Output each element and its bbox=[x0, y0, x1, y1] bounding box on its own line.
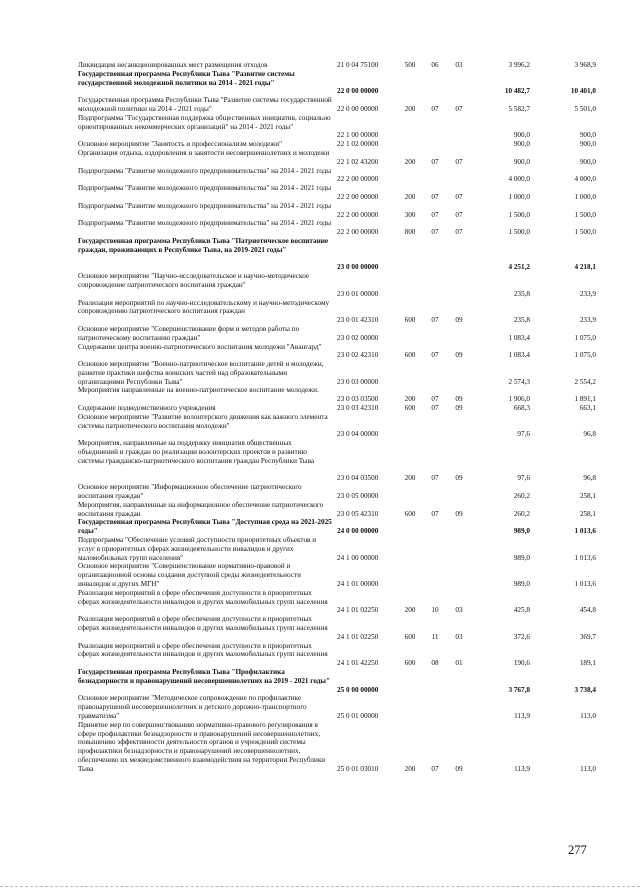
target-article-code: 24 1 01 02250 bbox=[337, 606, 379, 615]
expense-type-code: 600 bbox=[404, 316, 416, 325]
section-code: 07 bbox=[431, 104, 439, 113]
amount-2021: 1 083,4 bbox=[508, 351, 530, 360]
row-name: Ликвидация несанкционированных мест размещения отходов bbox=[78, 61, 268, 69]
subsection-code: 07 bbox=[455, 210, 463, 219]
target-article-code: 22 2 00 00000 bbox=[337, 192, 379, 201]
row-name: Государственная программа Республики Тыва "Доступная среда на 2021-2025 годы" bbox=[78, 518, 332, 536]
expense-type-code: 200 bbox=[404, 395, 416, 404]
subsection-code: 03 bbox=[455, 632, 463, 641]
section-code: 11 bbox=[431, 632, 439, 641]
section-code: 06 bbox=[431, 61, 439, 69]
target-article-code: 23 0 02 00000 bbox=[337, 333, 379, 342]
amount-2021: 113,9 bbox=[514, 764, 530, 773]
amount-2021: 260,2 bbox=[513, 509, 530, 518]
amount-2022: 5 501,0 bbox=[574, 104, 596, 113]
expense-type-code: 200 bbox=[404, 606, 416, 615]
target-article-code: 23 0 02 42310 bbox=[337, 351, 379, 360]
row-name: Подпрограмма "Развитие молодежного предпринимательства" на 2014 - 2021 годы bbox=[78, 166, 332, 175]
row-name: Подпрограмма "Государственная поддержка общественных инициатив, социально ориентированных некоммерческих организаций" на 2014 - 2021 годы" bbox=[78, 113, 331, 131]
subsection-code: 07 bbox=[455, 228, 463, 237]
amount-2021: 190,6 bbox=[513, 659, 530, 668]
target-article-code: 24 1 00 00000 bbox=[337, 553, 379, 562]
row-name: Содержание центра военно-патриотического воспитания молодежи "Авангард" bbox=[78, 342, 322, 351]
amount-2022: 1 013,6 bbox=[574, 527, 596, 536]
target-article-code: 24 0 00 00000 bbox=[337, 527, 379, 536]
amount-2021: 989,0 bbox=[513, 527, 530, 536]
row-name: Основное мероприятие "Развитие волонтерского движения как важного элемента системы патриотического воспитания молодежи" bbox=[78, 412, 328, 430]
target-article-code: 23 0 01 42310 bbox=[337, 316, 379, 325]
row-name: Мероприятия, направленные на поддержку инициатив общественных объединений и граждан по реализации волонтерских проектов и развитию системы гражданско-патриотического воспитания граждан Республики Тыва bbox=[78, 439, 315, 465]
table-row bbox=[0, 694, 640, 720]
amount-2021: 235,8 bbox=[513, 289, 530, 298]
expense-type-code: 800 bbox=[404, 228, 416, 237]
amount-2022: 258,1 bbox=[579, 492, 596, 501]
table-row bbox=[0, 721, 640, 774]
table-row bbox=[0, 114, 640, 140]
amount-2021: 989,0 bbox=[513, 580, 530, 589]
row-name: Содержание подведомственного учреждения bbox=[78, 404, 216, 413]
table-row bbox=[0, 386, 640, 404]
amount-2022: 113,0 bbox=[580, 711, 596, 720]
expense-type-code: 600 bbox=[404, 659, 416, 668]
table-row bbox=[0, 518, 640, 536]
target-article-code: 23 0 04 03500 bbox=[337, 474, 379, 483]
section-code: 10 bbox=[431, 606, 439, 615]
target-article-code: 23 0 05 42310 bbox=[337, 509, 379, 518]
amount-2021: 1 083,4 bbox=[508, 333, 530, 342]
row-name: Реализация мероприятий в сфере обеспечения доступности в приоритетных сферах жизнедеятельности инвалидов и других маломобильных групп населения bbox=[78, 615, 328, 633]
amount-2021: 2 574,3 bbox=[508, 377, 530, 386]
amount-2021: 900,0 bbox=[513, 131, 530, 140]
table-row bbox=[0, 668, 640, 694]
expense-type-code: 600 bbox=[404, 404, 416, 413]
table-row bbox=[0, 184, 640, 202]
target-article-code: 25 0 00 00000 bbox=[337, 685, 379, 694]
subsection-code: 09 bbox=[455, 474, 463, 483]
row-name: Основное мероприятие "Совершенствование нормативно-правовой и организационной основы создания доступной среды жизнедеятельности инвалидов и других МГН" bbox=[78, 562, 301, 589]
subsection-code: 01 bbox=[455, 659, 463, 668]
amount-2022: 1 075,0 bbox=[574, 333, 596, 342]
row-name: Реализация мероприятий в сфере обеспечения доступности в приоритетных сферах жизнедеятельности инвалидов и других маломобильных групп населения bbox=[78, 641, 328, 659]
amount-2021: 668,3 bbox=[513, 404, 530, 413]
amount-2021: 900,0 bbox=[513, 157, 530, 166]
section-code: 07 bbox=[431, 474, 439, 483]
table-row bbox=[0, 299, 640, 325]
row-name: Основное мероприятие "Информационное обеспечение патриотического воспитания граждан" bbox=[78, 483, 302, 501]
subsection-code: 09 bbox=[455, 316, 463, 325]
table-row bbox=[0, 413, 640, 439]
target-article-code: 22 1 02 43200 bbox=[337, 157, 379, 166]
amount-2022: 900,0 bbox=[579, 131, 596, 140]
amount-2022: 3 738,4 bbox=[574, 685, 596, 694]
row-name: Государственная программа Республики Тыва "Профилактика безнадзорности и правонарушений несовершеннолетних на 2019 - 2021 годы" bbox=[78, 668, 331, 685]
target-article-code: 23 0 03 03500 bbox=[337, 395, 379, 404]
table-row bbox=[0, 167, 640, 185]
amount-2022: 96,8 bbox=[583, 430, 596, 439]
expense-type-code: 200 bbox=[404, 764, 416, 773]
target-article-code: 24 1 01 00000 bbox=[337, 580, 379, 589]
target-article-code: 23 0 00 00000 bbox=[337, 263, 379, 272]
row-name: Основное мероприятие "Занятость и профессионализм молодежи" bbox=[78, 140, 283, 149]
amount-2021: 1 500,0 bbox=[508, 228, 530, 237]
target-article-code: 23 0 03 42310 bbox=[337, 404, 379, 413]
row-name: Подпрограмма "Развитие молодежного предпринимательства" на 2014 - 2021 годы bbox=[78, 201, 332, 210]
table-row bbox=[0, 536, 640, 562]
subsection-code: 03 bbox=[455, 606, 463, 615]
amount-2021: 10 482,7 bbox=[504, 87, 530, 96]
amount-2022: 900,0 bbox=[579, 140, 596, 149]
subsection-code: 07 bbox=[455, 104, 463, 113]
row-name: Подпрограмма "Обеспечение условий доступности приоритетных объектов и услуг в приоритетных сферах жизнедеятельности инвалидов и других маломобильных групп населения" bbox=[78, 536, 317, 562]
amount-2022: 454,8 bbox=[579, 606, 596, 615]
amount-2021: 97,6 bbox=[517, 474, 530, 483]
amount-2022: 1 000,0 bbox=[574, 192, 596, 201]
table-row bbox=[0, 343, 640, 361]
row-name: Государственная программа Республики Тыва "Патриотическое воспитание граждан, проживающих в Республике Тыва, на 2019-2021 годы" bbox=[78, 236, 329, 254]
section-code: 07 bbox=[431, 395, 439, 404]
amount-2022: 1 891,1 bbox=[574, 395, 596, 404]
amount-2021: 1 500,0 bbox=[508, 210, 530, 219]
target-article-code: 22 2 00 00000 bbox=[337, 175, 379, 184]
target-article-code: 23 0 05 00000 bbox=[337, 492, 379, 501]
target-article-code: 21 0 04 75100 bbox=[337, 61, 379, 69]
table-row bbox=[0, 237, 640, 272]
amount-2022: 900,0 bbox=[579, 157, 596, 166]
target-article-code: 24 1 01 02250 bbox=[337, 632, 379, 641]
table-row bbox=[0, 404, 640, 413]
target-article-code: 23 0 01 00000 bbox=[337, 289, 379, 298]
row-name: Реализация мероприятий по научно-исследовательскому и научно-методическому сопровождению патриотического воспитания граждан bbox=[78, 298, 330, 316]
amount-2021: 5 582,7 bbox=[508, 104, 530, 113]
target-article-code: 22 2 00 00000 bbox=[337, 228, 379, 237]
subsection-code: 07 bbox=[455, 157, 463, 166]
target-article-code: 22 0 00 00000 bbox=[337, 104, 379, 113]
section-code: 07 bbox=[431, 351, 439, 360]
amount-2021: 989,0 bbox=[513, 553, 530, 562]
table-row bbox=[0, 96, 640, 114]
subsection-code: 09 bbox=[455, 404, 463, 413]
row-name: Основное мероприятие "Военно-патриотическое воспитание детей и молодежи, развитие практики шефства воинских частей над образовательными организациями Республики Тыва" bbox=[78, 360, 324, 386]
table-row bbox=[0, 439, 640, 483]
table-row bbox=[0, 360, 640, 386]
expense-type-code: 200 bbox=[404, 192, 416, 201]
target-article-code: 22 2 00 00000 bbox=[337, 210, 379, 219]
target-article-code: 25 0 01 03010 bbox=[337, 764, 379, 773]
table-row bbox=[0, 562, 640, 588]
row-name: Основное мероприятие "Научно-исследовательское и научно-методическое сопровождение патриотического воспитания граждан" bbox=[78, 272, 310, 289]
section-code: 07 bbox=[431, 228, 439, 237]
amount-2022: 1 013,6 bbox=[574, 580, 596, 589]
table-row bbox=[0, 149, 640, 167]
expense-type-code: 200 bbox=[404, 104, 416, 113]
subsection-code: 09 bbox=[455, 764, 463, 773]
row-name: Государственная программа Республики Тыва "Развитие системы государственной молодежной политики на 2014 - 2021 годы" bbox=[78, 96, 332, 113]
table-row bbox=[0, 219, 640, 237]
section-code: 07 bbox=[431, 157, 439, 166]
amount-2021: 4 251,2 bbox=[508, 263, 530, 272]
section-code: 08 bbox=[431, 659, 439, 668]
row-name: Подпрограмма "Развитие молодежного предпринимательства" на 2014 - 2021 годы bbox=[78, 184, 332, 193]
row-name: Организация отдыха, оздоровления и занятости несовершеннолетних и молодежи bbox=[78, 148, 330, 157]
amount-2022: 1 075,0 bbox=[574, 351, 596, 360]
table-row bbox=[0, 325, 640, 343]
row-name: Принятие мер по совершенствованию нормативно-правового регулирования в сфере профилактики безнадзорности и правонарушений несовершеннолетних, повышению эффективности деятельности органов и учреждений системы профилактики безнадзорности и правонарушений несовершеннолетних, обеспечению их межведомственного взаимодействия на территории Республики Тыва bbox=[78, 720, 326, 773]
expense-type-code: 500 bbox=[404, 61, 416, 69]
amount-2022: 189,1 bbox=[579, 659, 596, 668]
amount-2021: 425,8 bbox=[513, 606, 530, 615]
amount-2021: 3 767,8 bbox=[508, 685, 530, 694]
amount-2022: 1 013,6 bbox=[574, 553, 596, 562]
row-name: Реализация мероприятий в сфере обеспечения доступности в приоритетных сферах жизнедеятельности инвалидов и других маломобильных групп населения bbox=[78, 588, 328, 606]
row-name: Государственная программа Республики Тыва "Развитие системы государственной молодежной политики на 2014 - 2021 годы" bbox=[78, 69, 295, 87]
expense-type-code: 200 bbox=[404, 157, 416, 166]
amount-2022: 369,7 bbox=[579, 632, 596, 641]
table-row bbox=[0, 501, 640, 519]
subsection-code: 09 bbox=[455, 395, 463, 404]
table-row bbox=[0, 589, 640, 615]
table-row bbox=[0, 642, 640, 668]
section-code: 07 bbox=[431, 764, 439, 773]
scan-edge-line bbox=[0, 886, 640, 887]
amount-2022: 1 500,0 bbox=[574, 228, 596, 237]
table-row bbox=[0, 272, 640, 298]
amount-2022: 233,9 bbox=[579, 316, 596, 325]
expense-type-code: 600 bbox=[404, 632, 416, 641]
subsection-code: 09 bbox=[455, 351, 463, 360]
amount-2022: 96,8 bbox=[583, 474, 596, 483]
amount-2022: 2 554,2 bbox=[574, 377, 596, 386]
amount-2021: 260,2 bbox=[513, 492, 530, 501]
budget-table bbox=[0, 61, 640, 774]
amount-2021: 372,6 bbox=[513, 632, 530, 641]
table-row bbox=[0, 61, 640, 70]
target-article-code: 25 0 01 00000 bbox=[337, 711, 379, 720]
amount-2022: 4 218,1 bbox=[574, 263, 596, 272]
expense-type-code: 300 bbox=[404, 210, 416, 219]
amount-2022: 258,1 bbox=[579, 509, 596, 518]
target-article-code: 24 1 01 42250 bbox=[337, 659, 379, 668]
amount-2021: 3 996,2 bbox=[508, 61, 530, 69]
subsection-code: 03 bbox=[455, 61, 463, 69]
amount-2021: 4 000,0 bbox=[508, 175, 530, 184]
section-code: 07 bbox=[431, 404, 439, 413]
amount-2022: 10 401,0 bbox=[570, 87, 596, 96]
amount-2022: 4 000,0 bbox=[574, 175, 596, 184]
table-row bbox=[0, 615, 640, 641]
section-code: 07 bbox=[431, 210, 439, 219]
table-row bbox=[0, 70, 640, 96]
expense-type-code: 600 bbox=[404, 351, 416, 360]
subsection-code: 09 bbox=[455, 509, 463, 518]
amount-2021: 97,6 bbox=[517, 430, 530, 439]
amount-2022: 1 500,0 bbox=[574, 210, 596, 219]
page-number: 277 bbox=[568, 843, 587, 857]
amount-2021: 235,8 bbox=[513, 316, 530, 325]
section-code: 07 bbox=[431, 316, 439, 325]
amount-2021: 1 906,0 bbox=[508, 395, 530, 404]
row-name: Мероприятия направленные на военно-патриотическое воспитание молодежи. bbox=[78, 386, 319, 395]
row-name: Мероприятия, направленные на информационное обеспечение патриотического воспитания граждан bbox=[78, 500, 324, 518]
amount-2022: 233,9 bbox=[579, 289, 596, 298]
amount-2021: 113,9 bbox=[514, 711, 530, 720]
amount-2022: 113,0 bbox=[580, 764, 596, 773]
row-name: Основное мероприятие "Методическое сопровождение по профилактике правонарушений несовершеннолетних и детского дорожно-транспортного травматизма" bbox=[78, 694, 307, 720]
section-code: 07 bbox=[431, 509, 439, 518]
target-article-code: 22 1 00 00000 bbox=[337, 131, 379, 140]
amount-2021: 900,0 bbox=[513, 140, 530, 149]
table-row bbox=[0, 140, 640, 149]
expense-type-code: 200 bbox=[404, 474, 416, 483]
expense-type-code: 600 bbox=[404, 509, 416, 518]
target-article-code: 22 0 00 00000 bbox=[337, 87, 379, 96]
subsection-code: 07 bbox=[455, 192, 463, 201]
row-name: Основное мероприятие "Совершенствование форм и методов работы по патриотическому воспитанию граждан" bbox=[78, 324, 300, 342]
target-article-code: 23 0 04 00000 bbox=[337, 430, 379, 439]
table-row bbox=[0, 483, 640, 501]
section-code: 07 bbox=[431, 192, 439, 201]
amount-2022: 663,1 bbox=[579, 404, 596, 413]
target-article-code: 22 1 02 00000 bbox=[337, 140, 379, 149]
amount-2022: 3 968,9 bbox=[574, 61, 596, 69]
amount-2021: 1 000,0 bbox=[508, 192, 530, 201]
target-article-code: 23 0 03 00000 bbox=[337, 377, 379, 386]
table-row bbox=[0, 202, 640, 220]
row-name: Подпрограмма "Развитие молодежного предпринимательства" на 2014 - 2021 годы bbox=[78, 219, 332, 228]
